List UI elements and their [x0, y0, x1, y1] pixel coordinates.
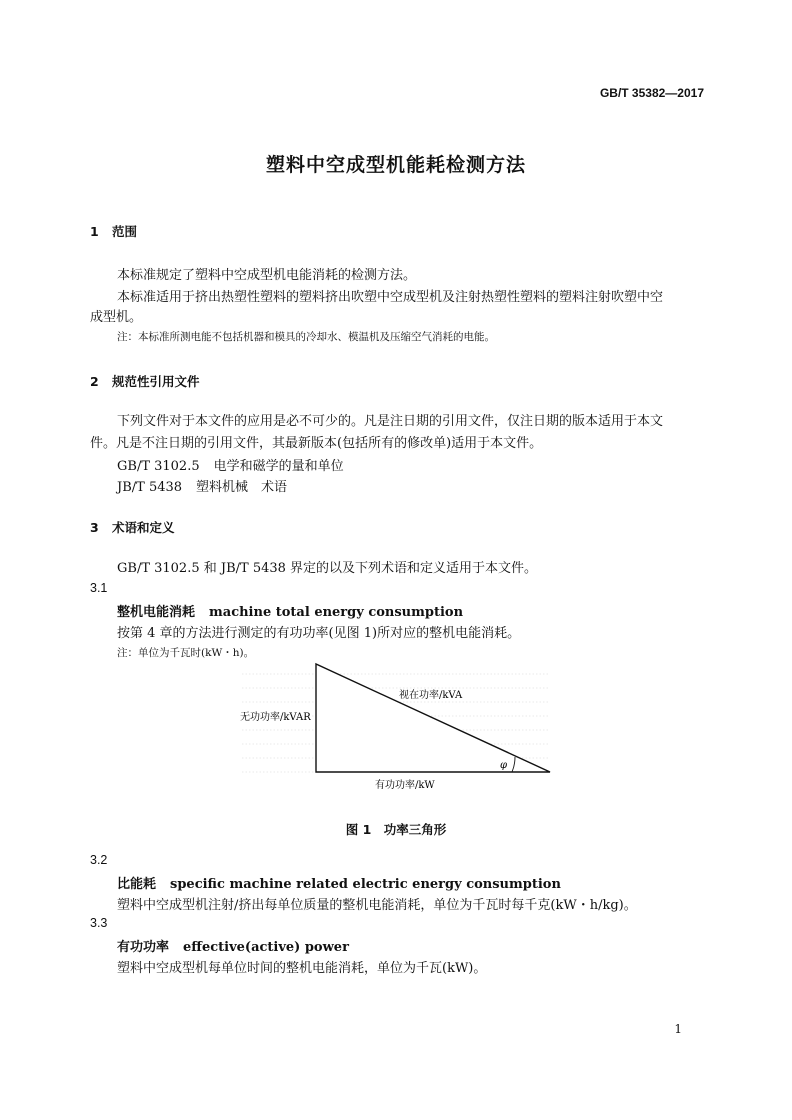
term-zh: 比能耗 [117, 877, 157, 892]
term-heading [117, 936, 349, 955]
reference-name: 电学和磁学的量和单位 [213, 459, 344, 474]
term-definition: 塑料中空成型机每单位时间的整机电能消耗，单位为千瓦(kW)。 [117, 961, 487, 976]
term-en: effective(active) power [183, 940, 349, 955]
section-2-paragraph-1: 下列文件对于本文件的应用是必不可少的。凡是注日期的引用文件，仅注日期的版本适用于本文 [117, 414, 664, 429]
section-3-intro: GB/T 3102.5 和 JB/T 5438 界定的以及下列术语和定义适用于本文件。 [117, 561, 538, 576]
section-1-paragraph-2-cont: 成型机。 [90, 310, 143, 325]
section-1-paragraph-2: 本标准适用于挤出热塑性塑料的塑料挤出吹塑中空成型机及注射热塑性塑料的塑料注射吹塑中空 [117, 290, 664, 305]
active-power-label: 有功功率/kW [375, 780, 435, 791]
figure-caption: 图 1 功率三角形 [345, 822, 447, 837]
term-note: 注：单位为千瓦时(kW・h)。 [117, 647, 255, 659]
term-zh: 有功功率 [117, 940, 170, 955]
reference-code: JB/T 5438 [117, 480, 183, 495]
term-number: 3.2 [90, 853, 108, 867]
term-heading [117, 873, 561, 892]
phi-label: φ [500, 760, 508, 771]
section-number: 2 [90, 374, 99, 389]
section-3-heading [90, 518, 175, 536]
reference-name: 塑料机械 术语 [196, 480, 288, 495]
term-definition: 按第 4 章的方法进行测定的有功功率(见图 1)所对应的整机电能消耗。 [117, 626, 521, 641]
term-heading [117, 601, 463, 620]
term-zh: 整机电能消耗 [117, 605, 196, 620]
section-1-paragraph-1: 本标准规定了塑料中空成型机电能消耗的检测方法。 [117, 268, 417, 283]
section-number: 1 [90, 224, 99, 239]
term-definition: 塑料中空成型机注射/挤出每单位质量的整机电能消耗，单位为千瓦时每千克(kW・h/kg)。 [117, 898, 637, 913]
apparent-power-label: 视在功率/kVA [399, 690, 463, 701]
section-2-paragraph-1-cont: 件。凡是不注日期的引用文件，其最新版本(包括所有的修改单)适用于本文件。 [90, 436, 543, 451]
reactive-power-label: 无功功率/kVAR [240, 712, 311, 723]
reference-item [117, 455, 344, 474]
power-triangle-figure [232, 660, 562, 795]
section-title: 范围 [112, 224, 138, 239]
standard-code: GB/T 35382—2017 [599, 86, 704, 100]
term-number: 3.3 [90, 916, 108, 930]
page-number: 1 [674, 1022, 682, 1036]
term-en: machine total energy consumption [209, 605, 464, 620]
term-number: 3.1 [90, 581, 108, 595]
reference-item [117, 476, 287, 495]
term-en: specific machine related electric energy consumption [170, 877, 561, 892]
reference-code: GB/T 3102.5 [117, 459, 200, 474]
document-title: 塑料中空成型机能耗检测方法 [265, 154, 526, 176]
section-number: 3 [90, 520, 99, 535]
section-title: 术语和定义 [112, 520, 175, 535]
section-1-heading [90, 222, 137, 240]
section-2-heading [90, 372, 200, 390]
triangle-shape [316, 664, 550, 772]
section-title: 规范性引用文件 [112, 374, 200, 389]
section-1-note: 注：本标准所测电能不包括机器和模具的冷却水、模温机及压缩空气消耗的电能。 [117, 331, 495, 343]
